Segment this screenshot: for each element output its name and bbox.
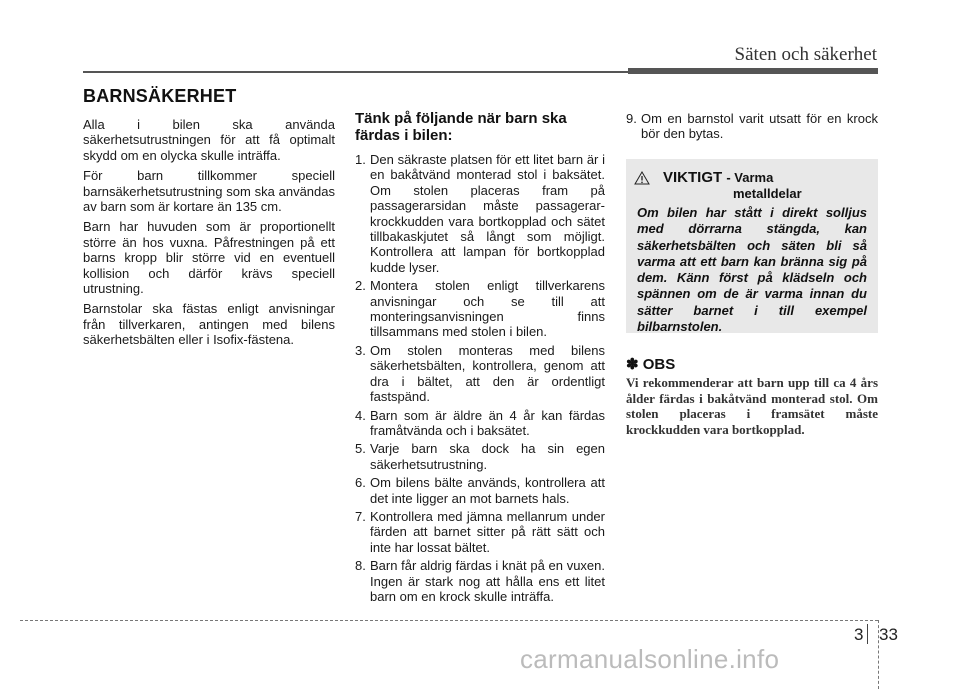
warning-box xyxy=(626,159,878,333)
list-item xyxy=(355,278,605,340)
item-number: 9. xyxy=(626,111,637,126)
item-number: 1. xyxy=(355,152,366,167)
advice-list-continued xyxy=(626,111,878,142)
warning-label: VIKTIGT xyxy=(663,169,723,186)
item-number: 3. xyxy=(355,342,366,358)
warning-triangle-icon xyxy=(634,171,650,185)
header-rule xyxy=(83,71,628,73)
item-text: Om stolen monteras med bilens säkerhetsbälten, kontrollera, genom att dra i bältet, att den är ordentligt fastspänd. xyxy=(370,342,605,405)
note-title: ✽ OBS xyxy=(626,356,676,373)
item-text: Om en barnstol varit utsatt för en krock bör den bytas. xyxy=(641,111,878,142)
warning-subtitle: - Varma xyxy=(726,170,774,185)
intro-column xyxy=(83,117,335,353)
page-number-divider xyxy=(867,624,868,644)
item-number: 8. xyxy=(355,558,366,574)
section-title: BARNSÄKERHET xyxy=(83,86,237,106)
footer-rule xyxy=(20,620,878,621)
list-item xyxy=(355,441,605,472)
list-item xyxy=(355,152,605,275)
item-text: Barn får aldrig färdas i knät på en vuxen. Ingen är stark nog att hålla ens ett litet barn om en krock skulle inträffa. xyxy=(370,558,605,604)
item-number: 6. xyxy=(355,475,366,491)
list-item xyxy=(355,475,605,506)
list-item xyxy=(355,343,605,405)
page-number: 33 xyxy=(879,625,898,644)
header-rule-accent xyxy=(628,68,878,74)
watermark: carmanualsonline.info xyxy=(520,644,780,674)
item-text: Kontrollera med jämna mellanrum under färden att barnet sitter på rätt sätt och inte har lossat bältet. xyxy=(370,508,605,555)
warning-title xyxy=(663,169,773,186)
item-number: 7. xyxy=(355,508,366,524)
item-text: Barn som är äldre än 4 år kan färdas framåtvända och i baksätet. xyxy=(370,407,605,438)
item-text: Varje barn ska dock ha sin egen säkerhetsutrustning. xyxy=(370,441,605,472)
warning-subtitle-line2: metalldelar xyxy=(733,186,802,201)
item-text: Den säkraste platsen för ett litet barn är i en bakåtvänd monterad stol i baksätet. Om stolen placeras fram på passagerarsidan måste passagerar-krockkudden vara bortkopplad och sätet tillbakaskjutet så långt som möjligt. Kontrollera att lampan för bortkopplad kudde lyser. xyxy=(370,152,605,275)
advice-heading: Tänk på följande när barn ska färdas i bilen: xyxy=(355,110,567,144)
intro-paragraph: Alla i bilen ska använda säkerhetsutrustningen för att få optimalt skydd om en olycka skulle inträffa. xyxy=(83,117,335,163)
note-text: Vi rekommenderar att barn upp till ca 4 års ålder färdas i bakåtvänd monterad stol. Om stolen placeras i framsätet måste krockkudden vara bortkopplad. xyxy=(626,375,878,437)
item-number: 4. xyxy=(355,407,366,423)
list-item xyxy=(355,408,605,439)
advice-column xyxy=(355,110,605,607)
list-item xyxy=(626,111,878,142)
list-item xyxy=(355,509,605,555)
continued-column xyxy=(626,111,878,145)
chapter-title: Säten och säkerhet xyxy=(734,44,877,65)
chapter-number: 3 xyxy=(854,625,864,644)
item-text: Montera stolen enligt tillverkarens anvisningar och se till att monteringsanvisningen finns tillsammans med stolen i bilen. xyxy=(370,278,605,340)
intro-paragraph: Barnstolar ska fästas enligt anvisningar från tillverkaren, antingen med bilens säkerhetsbälten eller i Isofix-fästena. xyxy=(83,301,335,348)
item-text: Om bilens bälte används, kontrollera att det inte ligger an mot barnets hals. xyxy=(370,475,605,506)
intro-paragraph: För barn tillkommer speciell barnsäkerhetsutrustning som ska användas av barn som är kortare än 135 cm. xyxy=(83,168,335,215)
item-number: 2. xyxy=(355,278,366,294)
intro-paragraph: Barn har huvuden som är proportionellt större än hos vuxna. Påfrestningen på ett barns kropp blir större vid en eventuell kollision och därför krävs speciell utrustning. xyxy=(83,219,335,297)
item-number: 5. xyxy=(355,441,366,457)
advice-list xyxy=(355,152,605,604)
warning-text: Om bilen har stått i direkt solljus med dörrarna stängda, kan säkerhetsbälten och säten bli så varma att ett barn kan bränna sig på dem. Känn först på klädseln och spännen om de är varma innan du sätter barnet i till exempel bilbarnstolen. xyxy=(637,205,867,335)
list-item xyxy=(355,558,605,604)
